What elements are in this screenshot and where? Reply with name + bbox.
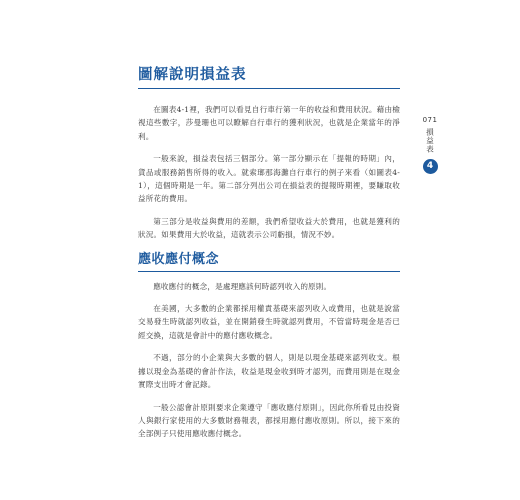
paragraph: 不過，部分的小企業與大多數的個人，則是以現金基礎來認列收支。根據以現金為基礎的會計作法，收益是現金收到時才認列，而費用則是在現金實際支出時才會記錄。: [138, 353, 400, 390]
heading-divider: [138, 88, 400, 89]
chapter-title: 損益表: [425, 128, 435, 154]
heading-divider: [138, 271, 400, 272]
paragraph: 應收應付的概念，是處理應該何時認列收入的原則。: [153, 281, 332, 291]
paragraph: 一般來說，損益表包括三個部分。第一部分顯示在「提報的時期」內，貨品或服務銷售所得的收入。就索瑯那海灘自行車行的例子來看（如圖表4-1），這個時期是一年。第二部分列出公司在損益表的提報時期裡，要賺取收益所花的費用。: [138, 154, 400, 204]
side-tab: [420, 116, 440, 174]
paragraph: 在美國，大多數的企業都採用權責基礎來認列收入或費用，也就是說當交易發生時就認列收益，並在開銷發生時就認列費用，不管當時現金是否已經交換，這就是會計中的應付應收概念。: [138, 304, 400, 340]
paragraph: 一般公認會計原則要求企業遵守「應收應付原則」，因此你所看見由投資人與銀行家使用的大多數財務報表，都採用應付應收原則。所以，接下來的全部例子只使用應收應付概念。: [138, 402, 400, 439]
paragraph: 第三部分是收益與費用的差額，我們希望收益大於費用，也就是獲利的狀況。如果費用大於收益，這就表示公司虧損，情況不妙。: [138, 216, 400, 240]
page-number: 071: [422, 116, 438, 124]
section-heading-accrual-concept: 應收應付概念: [138, 251, 220, 267]
paragraph: 在圖表4-1裡，我們可以看見自行車行第一年的收益和費用狀況。藉由檢視這些數字，莎曼珊也可以瞭解自行車行的獲利狀況，也就是企業當年的淨利。: [138, 105, 400, 141]
page-content: [138, 66, 400, 450]
chapter-number-badge: 4: [423, 159, 438, 174]
section-heading-income-statement: 圖解說明損益表: [138, 67, 247, 83]
